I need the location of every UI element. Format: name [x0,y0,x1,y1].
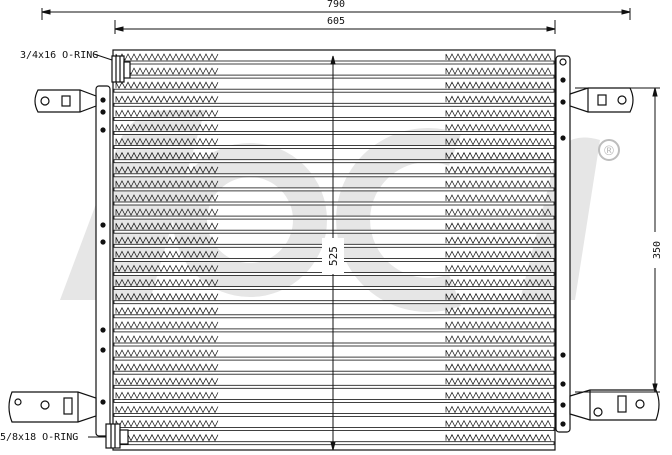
tube [114,132,554,135]
tube [114,75,554,78]
overall-width-label: 790 [326,0,346,10]
tube [114,146,554,149]
core-height-label: 525 [327,246,340,266]
fin-segment [446,96,551,102]
fin-segment [446,392,551,398]
fin-segment [116,435,218,441]
fin-segment [446,350,551,356]
fin-segment [116,364,218,370]
tube [114,385,554,388]
bottom-fitting-label: 5/8x18 O-RING [0,432,79,443]
tube [114,315,554,318]
tube [114,188,554,191]
fin-segment [446,308,551,314]
fin-segment [116,308,218,314]
fin-segment [446,223,551,229]
fin-segment [446,54,551,60]
fin-segment [116,392,218,398]
fin-segment [116,378,218,384]
fin-segment [116,322,218,328]
fin-segment [116,54,218,60]
fin-segment [446,167,551,173]
core-width-label: 605 [326,16,346,27]
fin-segment [446,110,551,116]
fin-segment [116,421,218,427]
left-lower-bracket [9,392,96,422]
registered-mark [599,140,619,160]
left-header-tank [96,86,110,436]
fin-segment [446,435,551,441]
tube [114,230,554,233]
side-height-label: 350 [652,240,663,260]
watermark-letter-a-bowl [190,160,310,280]
right-upper-bracket [570,88,633,112]
fin-segment [446,378,551,384]
right-lower-bracket [570,390,659,420]
fin-segment [116,407,218,413]
fin-segment [116,82,218,88]
left-upper-bracket [35,90,96,112]
registered-symbol: ® [602,144,616,159]
fin-segment [446,322,551,328]
fin-segment [116,336,218,342]
tube [114,287,554,290]
tube [114,103,554,106]
fin-segment [446,209,551,215]
tube [114,357,554,360]
fin-segment [116,96,218,102]
fin-segment [446,181,551,187]
tube [114,160,554,163]
fin-segment [446,407,551,413]
fin-segment [446,82,551,88]
fin-segment [446,125,551,131]
tube [114,371,554,374]
fin-segment [446,336,551,342]
fin-segment [116,68,218,74]
tube [114,174,554,177]
fin-segment [446,195,551,201]
tube [114,216,554,219]
tube [114,399,554,402]
fin-segment [446,153,551,159]
tube [114,329,554,332]
top-fitting [112,56,130,82]
fin-segment [446,421,551,427]
fin-segment [446,139,551,145]
fin-segment [446,68,551,74]
top-fitting-label: 3/4x16 O-RING [20,50,99,61]
tube [114,428,554,431]
fin-segment [446,364,551,370]
right-header-tank [556,56,570,432]
tube [114,89,554,92]
tube [114,202,554,205]
tube [114,117,554,120]
tube [114,414,554,417]
tube [114,301,554,304]
tube [114,343,554,346]
fin-segment [116,350,218,356]
